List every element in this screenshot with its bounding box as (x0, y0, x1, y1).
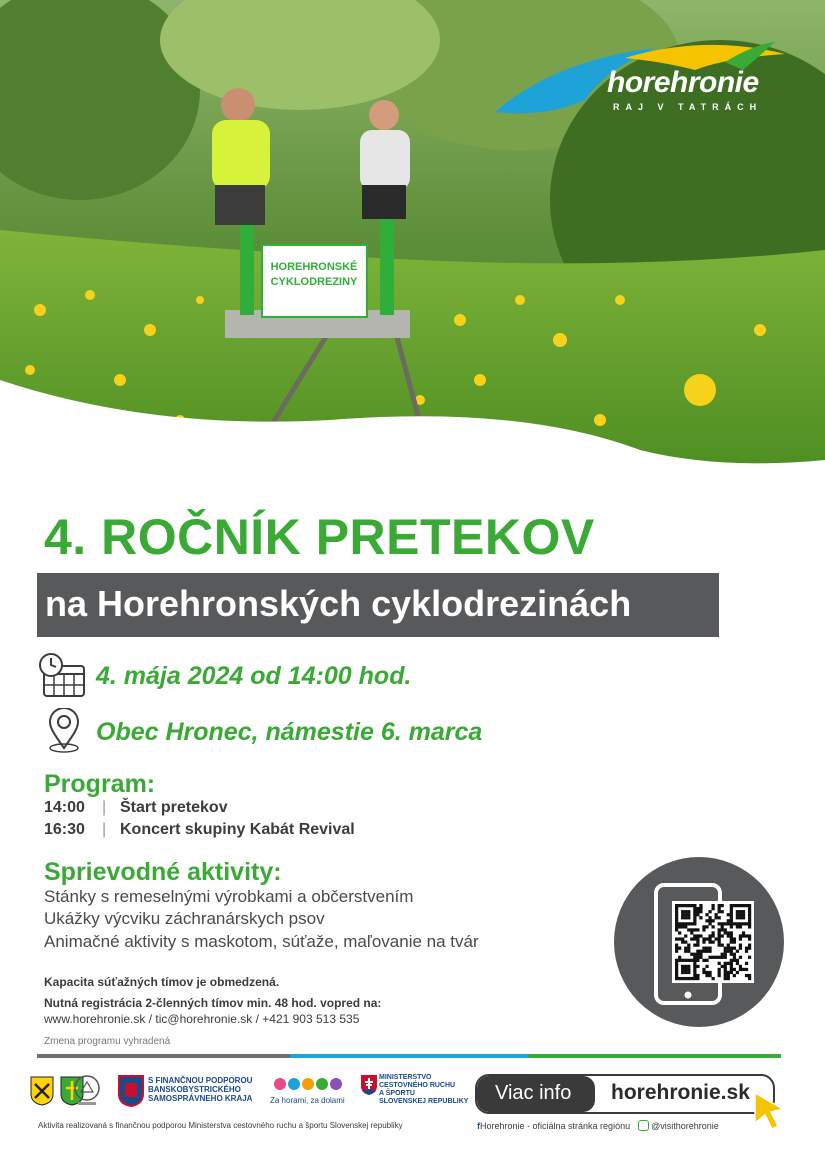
bbsk-line2: BANSKOBYSTRICKÉHO (148, 1085, 241, 1094)
facebook-icon: f (477, 1121, 480, 1131)
calendar-clock-icon (38, 652, 86, 698)
program-item (44, 799, 228, 817)
bbsk-line3: SAMOSPRÁVNEHO KRAJA (148, 1094, 253, 1103)
activity-item: Ukážky výcviku záchranárskych psov (44, 909, 325, 928)
ministry-line1: MINISTERSTVO (379, 1074, 432, 1081)
program-heading: Program: (44, 770, 156, 798)
subtitle: na Horehronských cyklodrezinách (45, 583, 632, 624)
activities-heading: Sprievodné aktivity: (44, 858, 282, 886)
slovakia-coat-of-arms (360, 1074, 378, 1101)
funding-note: Aktivita realizovaná s finančnou podporou Ministerstva cestovného ruchu a športu Slovenskej republiky (38, 1121, 403, 1130)
activity-item: Stánky s remeselnými výrobkami a občerstvením (44, 887, 414, 906)
divider (37, 1054, 781, 1058)
more-info-label: Viac info (495, 1082, 572, 1104)
subtitle-bar (37, 573, 719, 637)
registration-note: Nutná registrácia 2-členných tímov min. 48 hod. vopred na: (44, 996, 382, 1010)
website-link[interactable]: horehronie.sk (611, 1081, 750, 1104)
bbsk-line1: S FINANČNOU PODPOROU (148, 1076, 253, 1085)
program-label: Koncert skupiny Kabát Revival (120, 821, 355, 838)
facebook-link[interactable]: Horehronie - oficiálna stránka regiónu (480, 1121, 631, 1131)
contact-line: www.horehronie.sk / tic@horehronie.sk / +421 903 513 535 (44, 1012, 360, 1026)
ministry-line4: SLOVENSKEJ REPUBLIKY (379, 1098, 469, 1105)
location-pin-icon (46, 708, 86, 754)
hero-sign-line1: HOREHRONSKÉ (270, 261, 358, 273)
program-label: Štart pretekov (120, 799, 228, 816)
more-info-button[interactable] (475, 1074, 775, 1114)
social-links (477, 1120, 719, 1131)
logo-tagline: RAJ V TATRÁCH (613, 102, 763, 112)
association-emblem (72, 1074, 102, 1113)
event-location: Obec Hronec, námestie 6. marca (96, 718, 483, 746)
page-title: 4. ROČNÍK PRETEKOV (44, 509, 595, 565)
ministry-line3: A ŠPORTU (379, 1090, 415, 1097)
separator: | (102, 821, 107, 838)
region-tagline: Za horami, za dolami (270, 1096, 345, 1105)
more-info-label-box (477, 1076, 595, 1112)
capacity-note: Kapacita súťažných tímov je obmedzená. (44, 975, 280, 989)
logo-wordmark: horehronie (607, 66, 759, 99)
separator: | (102, 799, 107, 816)
program-time: 14:00 (44, 799, 85, 816)
horehronie-logo (495, 40, 795, 120)
program-item (44, 821, 355, 839)
cursor-arrow-icon (752, 1090, 788, 1132)
program-time: 16:30 (44, 821, 85, 838)
ministry-line2: CESTOVNÉHO RUCHU (379, 1082, 456, 1089)
qr-badge (614, 857, 784, 1027)
hero-sign-line2: CYKLODREZINY (270, 276, 358, 288)
instagram-icon (638, 1120, 649, 1131)
event-date: 4. mája 2024 od 14:00 hod. (96, 662, 412, 690)
activity-item: Animačné aktivity s maskotom, súťaže, maľovanie na tvár (44, 932, 479, 951)
bbsk-logo (118, 1075, 144, 1112)
region-logo (272, 1075, 348, 1098)
instagram-link[interactable]: @visithorehronie (651, 1121, 719, 1131)
municipality-crest-1 (30, 1076, 54, 1111)
program-change-note: Zmena programu vyhradená (44, 1036, 171, 1047)
